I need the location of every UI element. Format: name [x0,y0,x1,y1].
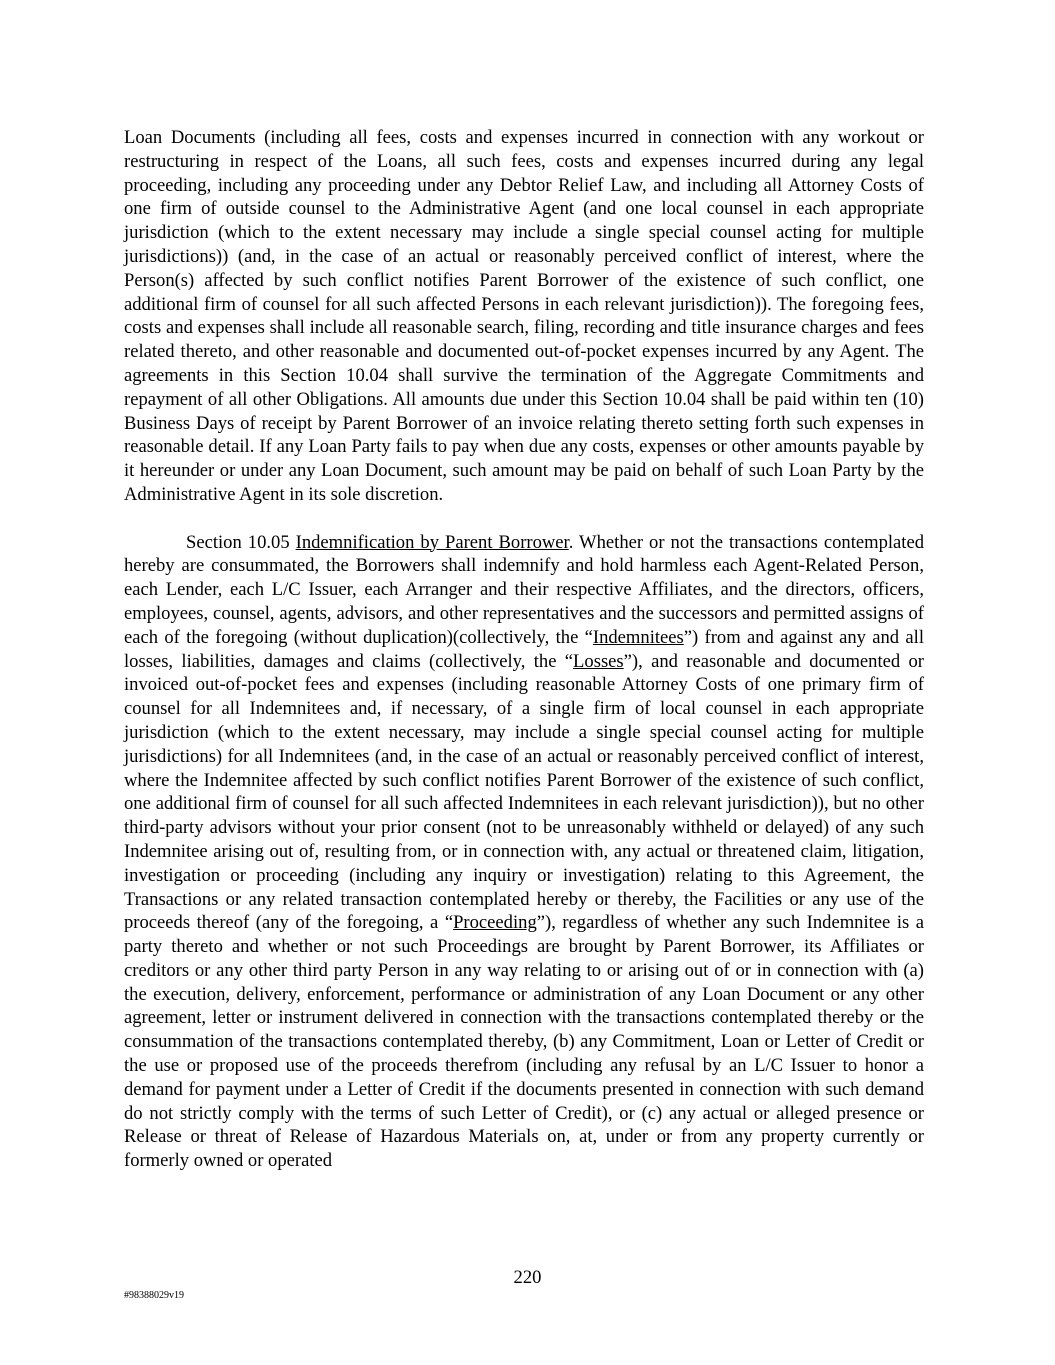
page-number: 220 [513,1267,542,1288]
body-text [124,126,924,1173]
defined-term-indemnitees: Indemnitees [592,626,684,648]
paragraph-text-segment: ”) from and against any and all losses, liabilities, damages and claims (collectively, the “ [124,626,924,672]
paragraph-text: Loan Documents (including all fees, costs and expenses incurred in connection with any workout or restructuring in respect of the Loans, all such fees, costs and expenses incurred during any legal proceeding, including any proceeding under any Debtor Relief Law, and including all Attorney Costs of one firm of outside counsel to the Administrative Agent (and one local counsel in each appropriate jurisdiction (which to the extent necessary may include a single special counsel acting for multiple jurisdictions)) (and, in the case of an actual or reasonably perceived conflict of interest, where the Person(s) affected by such conflict notifies Parent Borrower of the existence of such conflict, one additional firm of counsel for all such affected Persons in each relevant jurisdiction)). The foregoing fees, costs and expenses shall include all reasonable search, filing, recording and title insurance charges and fees related thereto, and other reasonable and documented out-of-pocket expenses incurred by any Agent. The agreements in this Section 10.04 shall survive the termination of the Aggregate Commitments and repayment of all other Obligations. All amounts due under this Section 10.04 shall be paid within ten (10) Business Days of receipt by Parent Borrower of an invoice relating thereto setting forth such expenses in reasonable detail. If any Loan Party fails to pay when due any costs, expenses or other amounts payable by it hereunder or under any Loan Document, such amount may be paid on behalf of such Loan Party by the Administrative Agent in its sole discretion. [124,127,924,505]
paragraph-section-10-05 [124,531,924,1174]
section-title: Indemnification by Parent Borrower [295,531,569,553]
defined-term-losses: Losses [573,650,624,672]
defined-term-proceeding: Proceeding [453,912,537,934]
paragraph-loan-documents [124,126,924,507]
paragraph-text-segment: . Whether or not the transactions contemplated hereby are consummated, the Borrowers shall indemnify and hold harmless each Agent-Related Person, each Lender, each L/C Issuer, each Arranger and their respective Affiliates, and the directors, officers, employees, counsel, agents, advisors, and other representatives and the successors and permitted assigns of each of the foregoing (without duplication)(collectively, the “ [124,531,925,648]
paragraph-text-segment: ”), regardless of whether any such Indemnitee is a party thereto and whether or not such Proceedings are brought by Parent Borrower, its Affiliates or creditors or any other third party Person in any way relating to or arising out of or in connection with (a) the execution, delivery, enforcement, performance or administration of any Loan Document or any other agreement, letter or instrument delivered in connection with the transactions contemplated thereby or the consummation of the transactions contemplated thereby, (b) any Commitment, Loan or Letter of Credit or the use or proposed use of the proceeds therefrom (including any refusal by an L/C Issuer to honor a demand for payment under a Letter of Credit if the documents presented in connection with such demand do not strictly comply with the terms of such Letter of Credit), or (c) any actual or alleged presence or Release or threat of Release of Hazardous Materials on, at, under or from any property currently or formerly owned or operated [124,912,925,1172]
section-number: Section 10.05 [186,531,290,553]
document-id: #98388029v19 [124,1290,184,1301]
paragraph-text-segment: ”), and reasonable and documented or invoiced out-of-pocket fees and expenses (including reasonable Attorney Costs of one primary firm of counsel for all Indemnitees and, if necessary, of a single firm of local counsel in each appropriate jurisdiction (which to the extent necessary, may include a single special counsel acting for multiple jurisdictions) for all Indemnitees (and, in the case of an actual or reasonably perceived conflict of interest, where the Indemnitee affected by such conflict notifies Parent Borrower of the existence of such conflict, one additional firm of counsel for all such affected Indemnitees in each relevant jurisdiction)), but no other third-party advisors without your prior consent (not to be unreasonably withheld or delayed) of any such Indemnitee arising out of, resulting from, or in connection with, any actual or threatened claim, litigation, investigation or proceeding (including any inquiry or investigation) relating to this Agreement, the Transactions or any related transaction contemplated hereby or thereby, the Facilities or any use of the proceeds thereof (any of the foregoing, a “ [124,650,924,934]
